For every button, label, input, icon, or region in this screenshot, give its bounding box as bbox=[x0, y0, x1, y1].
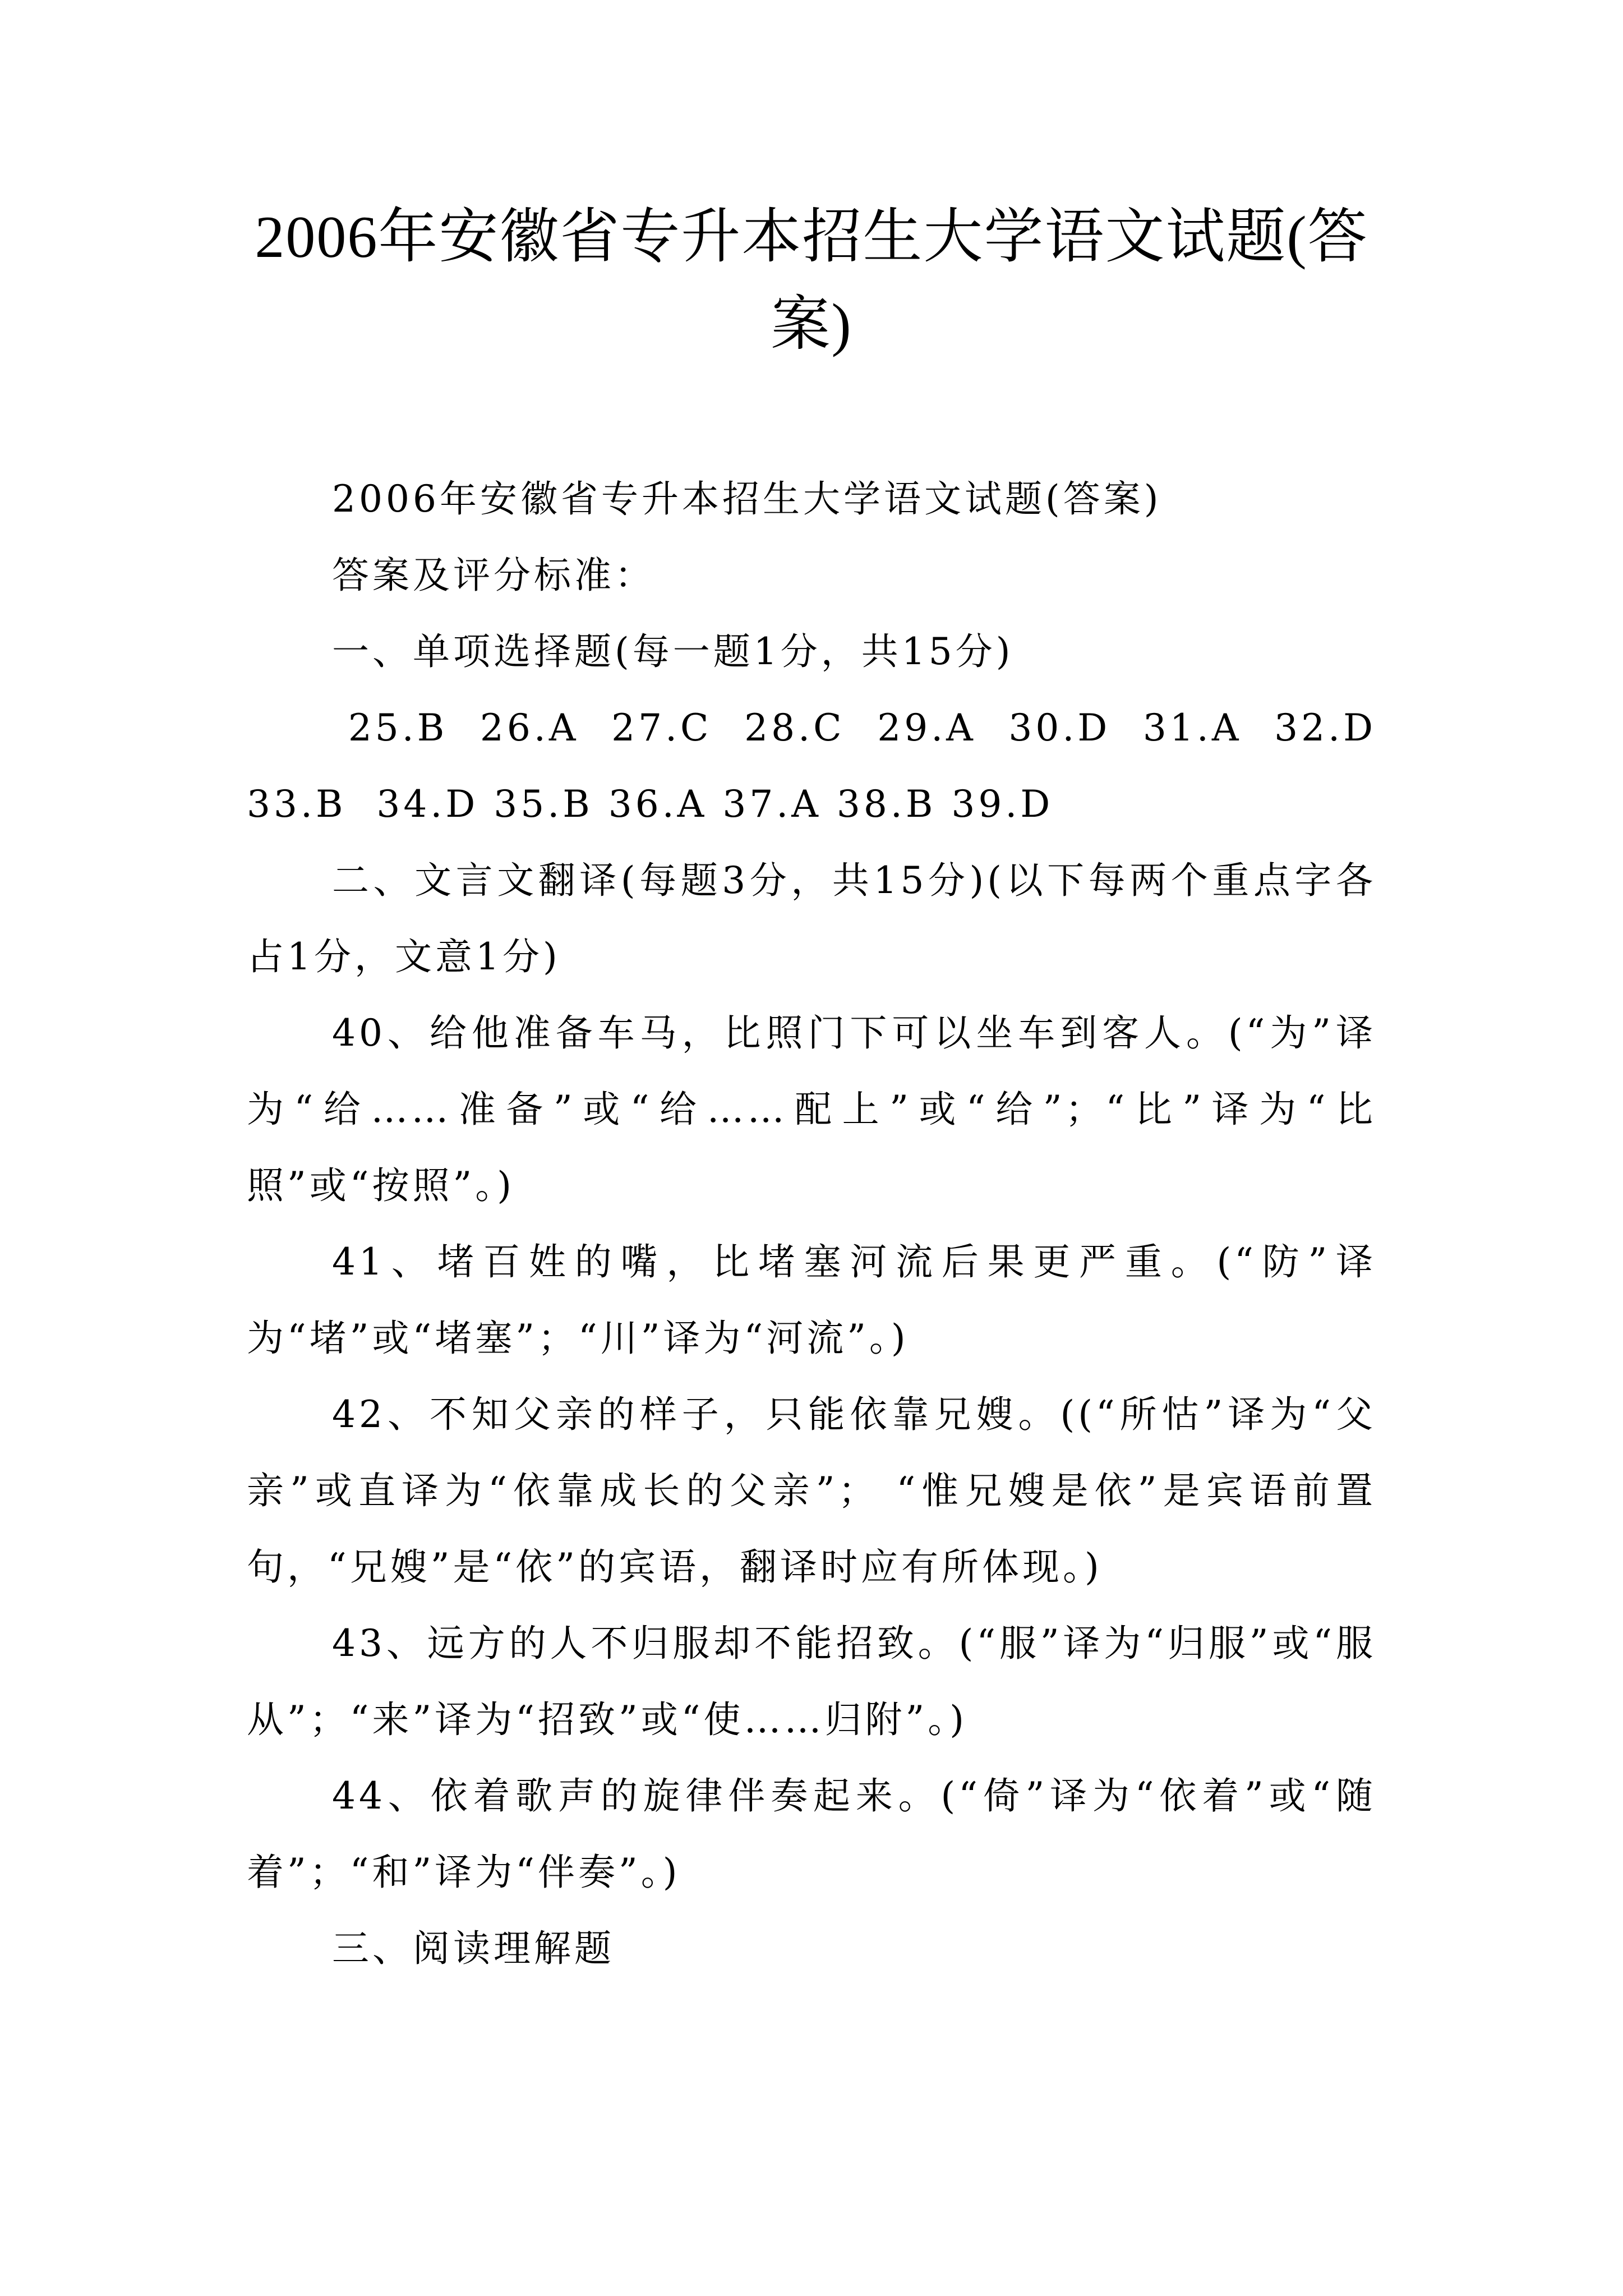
document-body bbox=[247, 461, 1407, 1987]
paragraph-answer-41: 41、堵百姓的嘴，比堵塞河流后果更严重。(“防”译为“堵”或“堵塞”；“川”译为“河流”。) bbox=[247, 1240, 1376, 1360]
paragraph-answer-43: 43、远方的人不归服却不能招致。(“服”译为“归服”或“服从”；“来”译为“招致”或“使……归附”。) bbox=[247, 1622, 1376, 1741]
section-heading-translation: 二、文言文翻译(每题3分，共15分)(以下每两个重点字各占1分，文意1分) bbox=[247, 859, 1376, 978]
paragraph-answer-42: 42、不知父亲的样子，只能依靠兄嫂。((“所怙”译为“父亲”或直译为“依靠成长的父亲”； “惟兄嫂是依”是宾语前置句，“兄嫂”是“依”的宾语，翻译时应有所体现。) bbox=[247, 1393, 1376, 1589]
paragraph-choice-answers: 25.B 26.A 27.C 28.C 29.A 30.D 31.A 32.D 33.B 34.D 35.B 36.A 37.A 38.B 39.D bbox=[247, 706, 1407, 826]
document-title: 2006年安徽省专升本招生大学语文试题(答案) bbox=[255, 204, 1368, 357]
paragraph-answer-44: 44、依着歌声的旋律伴奏起来。(“倚”译为“依着”或“随着”；“和”译为“伴奏”。) bbox=[247, 1774, 1376, 1894]
paragraph-scoring-standard: 答案及评分标准： bbox=[332, 554, 655, 597]
section-heading-reading: 三、阅读理解题 bbox=[332, 1927, 615, 1970]
paragraph-heading-repeat: 2006年安徽省专升本招生大学语文试题(答案) bbox=[332, 477, 1162, 521]
section-heading-multiple-choice: 一、单项选择题(每一题1分，共15分) bbox=[332, 630, 1014, 673]
paragraph-answer-40: 40、给他准备车马，比照门下可以坐车到客人。(“为”译为“给……准备”或“给……配上”或“给”；“比”译为“比照”或“按照”。) bbox=[247, 1011, 1376, 1207]
